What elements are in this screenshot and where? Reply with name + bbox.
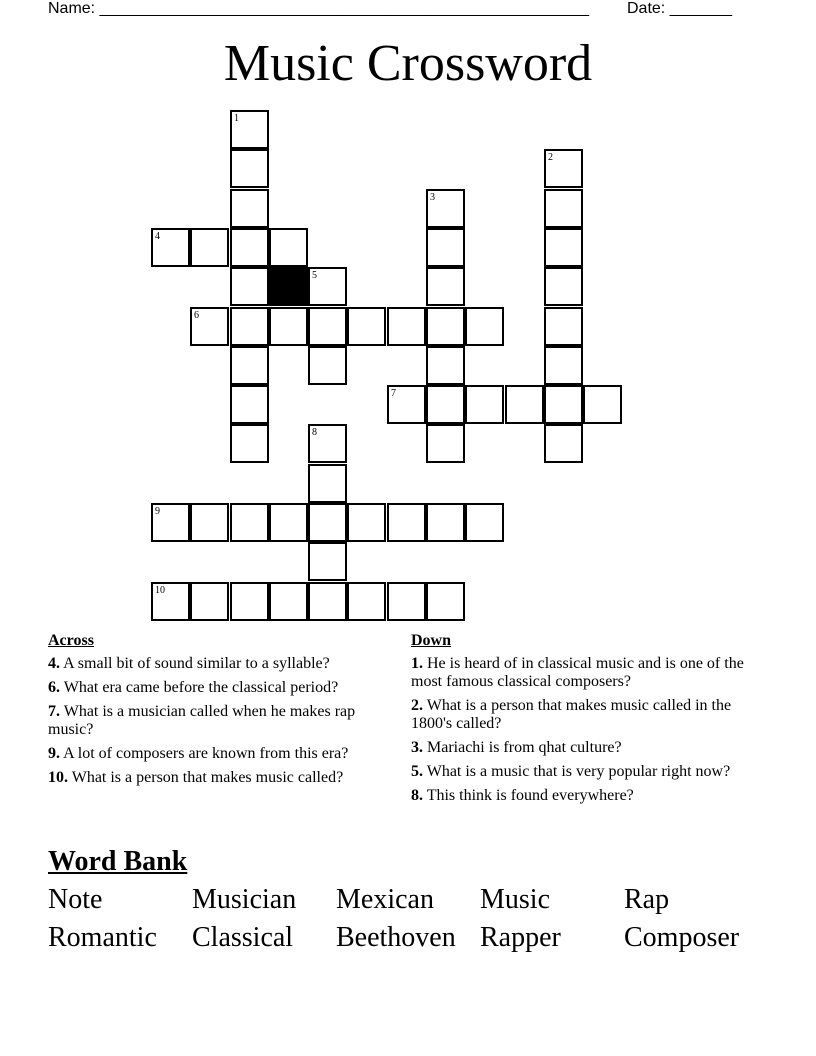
across-clues: [48, 632, 388, 793]
grid-cell[interactable]: [151, 582, 190, 621]
grid-cell[interactable]: [230, 503, 269, 542]
grid-cell[interactable]: [230, 267, 269, 306]
grid-cell[interactable]: [387, 307, 426, 346]
word-bank-word: Rap: [624, 884, 670, 915]
grid-cell[interactable]: [347, 503, 386, 542]
grid-cell[interactable]: [544, 189, 583, 228]
grid-cell[interactable]: [230, 346, 269, 385]
clue-item: [411, 739, 761, 757]
clue-item-number: 3.: [411, 739, 423, 756]
grid-cell[interactable]: [347, 307, 386, 346]
grid-cell[interactable]: [426, 267, 465, 306]
grid-cell[interactable]: [190, 503, 229, 542]
grid-cell[interactable]: [308, 503, 347, 542]
clue-number: 2: [548, 152, 553, 163]
clue-item: [48, 769, 388, 787]
word-bank-word: Music: [480, 884, 550, 915]
clue-item-text: A lot of composers are known from this era?: [60, 745, 349, 762]
clue-item: [48, 745, 388, 763]
clue-number: 9: [155, 506, 160, 517]
clue-item: [411, 655, 761, 691]
grid-cell[interactable]: [151, 228, 190, 267]
grid-cell[interactable]: [426, 424, 465, 463]
across-heading: Across: [48, 632, 94, 649]
grid-cell[interactable]: [544, 267, 583, 306]
word-bank-word: Mexican: [336, 884, 434, 915]
name-field-label: Name: _______________________________________________________: [48, 0, 589, 17]
clue-item-text: What is a person that makes music called in the 1800's called?: [411, 697, 732, 732]
clue-item-text: Mariachi is from qhat culture?: [423, 739, 622, 756]
clue-item-text: What is a musician called when he makes rap music?: [48, 703, 356, 738]
clue-item-number: 8.: [411, 787, 423, 804]
grid-cell[interactable]: [230, 110, 269, 149]
grid-cell[interactable]: [544, 149, 583, 188]
grid-cell[interactable]: [308, 307, 347, 346]
grid-cell[interactable]: [269, 228, 308, 267]
word-bank-word: Musician: [192, 884, 297, 915]
clue-item-number: 7.: [48, 703, 60, 720]
grid-cell[interactable]: [308, 582, 347, 621]
grid-cell[interactable]: [308, 464, 347, 503]
grid-cell[interactable]: [308, 346, 347, 385]
word-bank-word: Beethoven: [336, 922, 456, 953]
clue-number: 7: [391, 388, 396, 399]
clue-item: [411, 763, 761, 781]
clue-item-number: 9.: [48, 745, 60, 762]
date-field-label: Date: _______: [627, 0, 732, 17]
clue-number: 4: [155, 231, 160, 242]
grid-cell[interactable]: [583, 385, 622, 424]
grid-cell[interactable]: [426, 346, 465, 385]
clue-item-text: What is a music that is very popular right now?: [423, 763, 731, 780]
word-bank-word: Classical: [192, 922, 294, 953]
grid-cell[interactable]: [544, 385, 583, 424]
clue-item: [411, 787, 761, 805]
grid-cell[interactable]: [544, 307, 583, 346]
grid-cell[interactable]: [505, 385, 544, 424]
clue-number: 10: [155, 585, 165, 596]
clue-item: [48, 679, 388, 697]
clue-item-text: What is a person that makes music called?: [68, 769, 344, 786]
word-bank-word: Note: [48, 884, 103, 915]
grid-cell[interactable]: [190, 307, 229, 346]
clue-number: 5: [312, 270, 317, 281]
grid-cell[interactable]: [269, 582, 308, 621]
clue-number: 6: [194, 310, 199, 321]
grid-cell[interactable]: [426, 385, 465, 424]
clue-item-text: What era came before the classical period?: [60, 679, 339, 696]
clue-item-text: He is heard of in classical music and is one of the most famous classical composers?: [411, 655, 744, 690]
grid-cell[interactable]: [544, 424, 583, 463]
grid-cell[interactable]: [426, 189, 465, 228]
word-bank-word: Composer: [624, 922, 740, 953]
grid-cell[interactable]: [269, 307, 308, 346]
grid-cell[interactable]: [544, 228, 583, 267]
clue-item-number: 1.: [411, 655, 423, 672]
grid-cell[interactable]: [190, 228, 229, 267]
grid-cell[interactable]: [308, 267, 347, 306]
grid-cell[interactable]: [347, 582, 386, 621]
grid-cell[interactable]: [387, 582, 426, 621]
grid-cell[interactable]: [151, 503, 190, 542]
clue-item: [48, 703, 388, 739]
word-bank-heading: Word Bank: [48, 846, 188, 877]
grid-cell[interactable]: [230, 149, 269, 188]
grid-cell[interactable]: [387, 503, 426, 542]
word-bank-word: Rapper: [480, 922, 561, 953]
grid-cell[interactable]: [230, 189, 269, 228]
clue-item-number: 10.: [48, 769, 68, 786]
grid-cell[interactable]: [465, 307, 504, 346]
page-title: Music Crossword: [223, 35, 593, 92]
clue-number: 8: [312, 427, 317, 438]
grid-cell[interactable]: [544, 346, 583, 385]
grid-cell[interactable]: [230, 385, 269, 424]
grid-cell[interactable]: [269, 503, 308, 542]
grid-cell-blocked: [269, 267, 308, 306]
clue-item-number: 6.: [48, 679, 60, 696]
grid-cell[interactable]: [230, 424, 269, 463]
grid-cell[interactable]: [230, 582, 269, 621]
grid-cell[interactable]: [387, 385, 426, 424]
grid-cell[interactable]: [190, 582, 229, 621]
down-clues: [411, 632, 761, 811]
grid-cell[interactable]: [426, 503, 465, 542]
clue-item-number: 5.: [411, 763, 423, 780]
clue-item-text: A small bit of sound similar to a syllable?: [60, 655, 330, 672]
clue-number: 3: [430, 192, 435, 203]
clue-item: [411, 697, 761, 733]
grid-cell[interactable]: [230, 228, 269, 267]
clue-item-number: 4.: [48, 655, 60, 672]
grid-cell[interactable]: [426, 582, 465, 621]
clue-item-text: This think is found everywhere?: [423, 787, 634, 804]
grid-cell[interactable]: [426, 307, 465, 346]
down-heading: Down: [411, 632, 452, 649]
grid-cell[interactable]: [230, 307, 269, 346]
clue-item-number: 2.: [411, 697, 423, 714]
grid-cell[interactable]: [308, 424, 347, 463]
grid-cell[interactable]: [465, 385, 504, 424]
grid-cell[interactable]: [426, 228, 465, 267]
word-bank-word: Romantic: [48, 922, 157, 953]
grid-cell[interactable]: [308, 542, 347, 581]
grid-cell[interactable]: [465, 503, 504, 542]
clue-number: 1: [234, 113, 239, 124]
clue-item: [48, 655, 388, 673]
